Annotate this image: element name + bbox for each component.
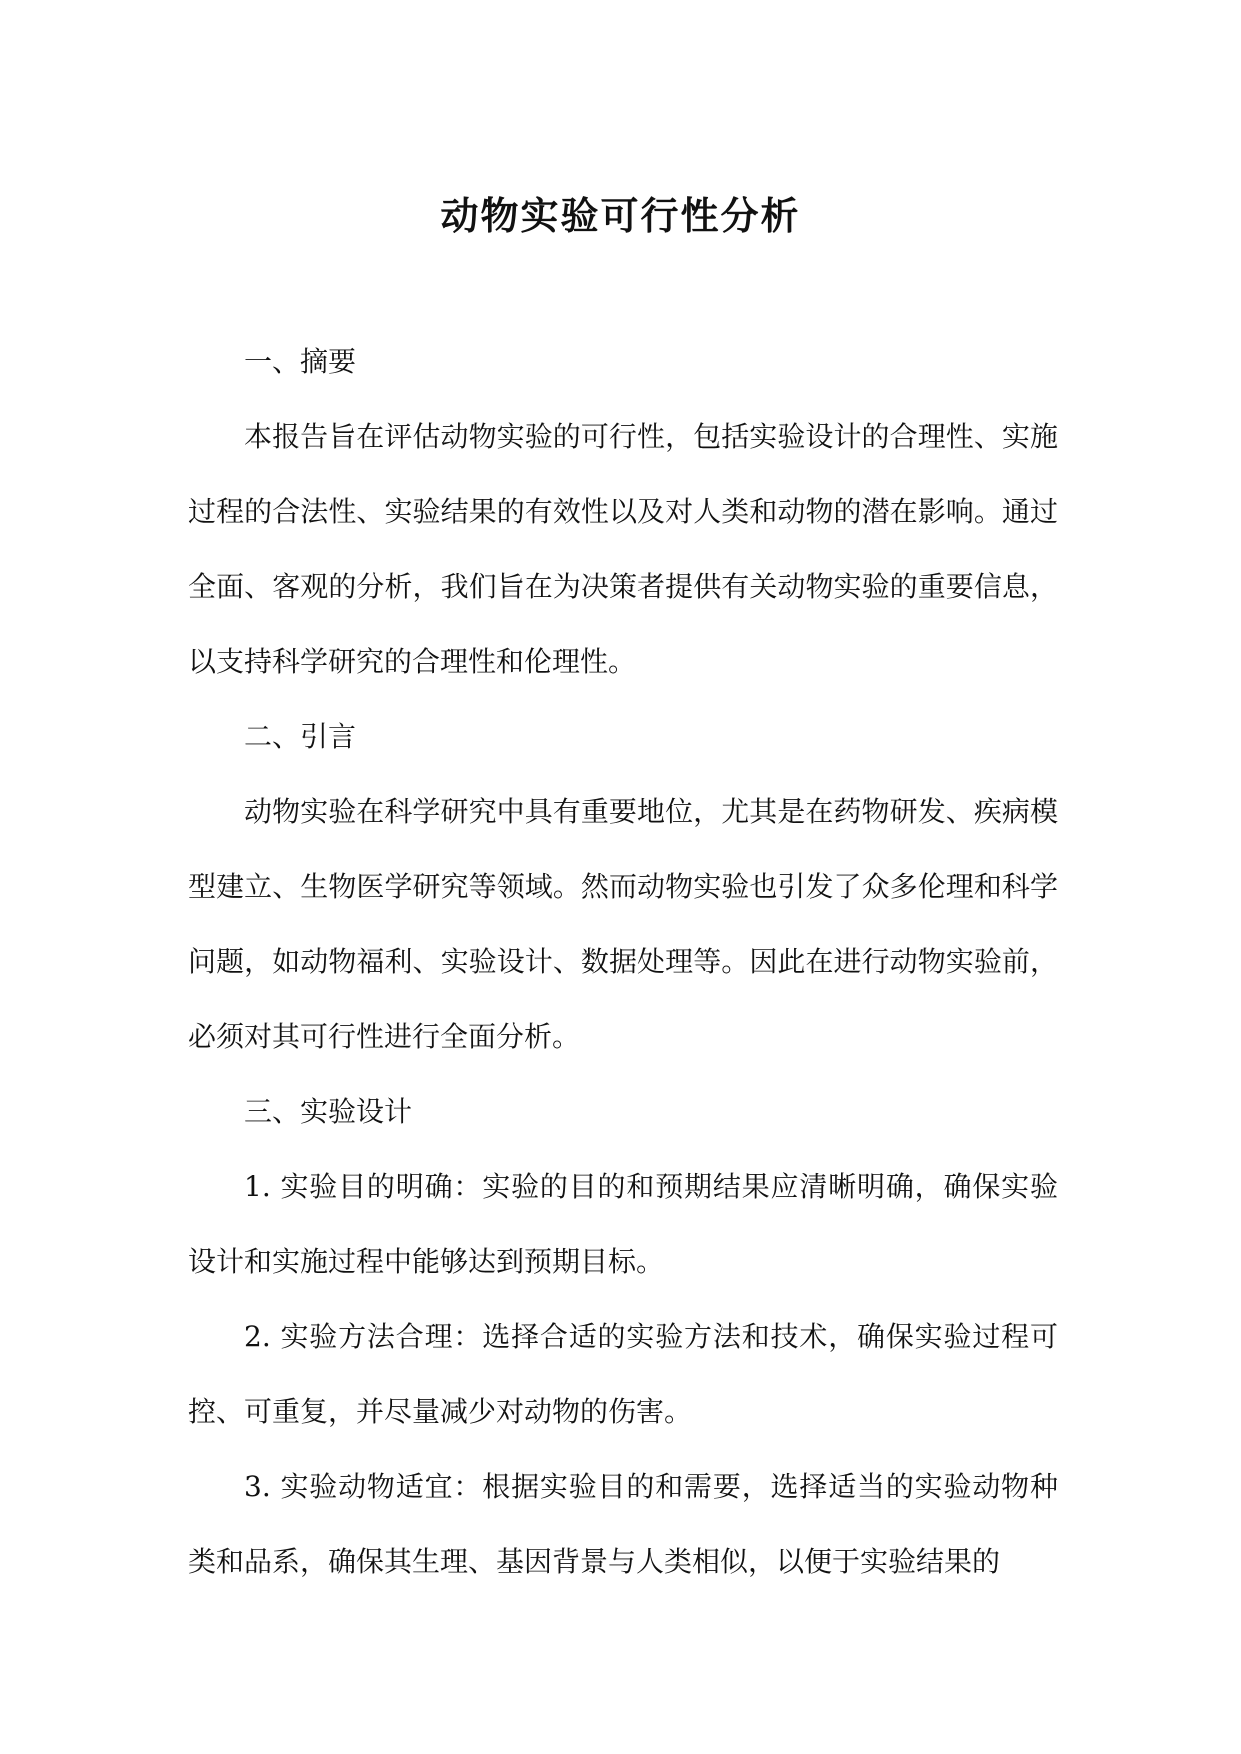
section-heading-abstract: 一、摘要	[244, 345, 357, 378]
document-title: 动物实验可行性分析	[440, 193, 801, 238]
paragraph-item-2: 2. 实验方法合理：选择合适的实验方法和技术，确保实验过程可控、可重复，并尽量减少对动物的伤害。	[188, 1320, 1058, 1428]
paragraph-abstract: 本报告旨在评估动物实验的可行性，包括实验设计的合理性、实施过程的合法性、实验结果的有效性以及对人类和动物的潜在影响。通过全面、客观的分析，我们旨在为决策者提供有关动物实验的重要信息，以支持科学研究的合理性和伦理性。	[188, 420, 1058, 678]
paragraph-item-1: 1. 实验目的明确：实验的目的和预期结果应清晰明确，确保实验设计和实施过程中能够达到预期目标。	[188, 1170, 1058, 1278]
section-heading-introduction: 二、引言	[244, 720, 357, 753]
section-heading-experiment-design: 三、实验设计	[244, 1095, 413, 1128]
document-body	[188, 324, 1058, 1599]
paragraph-item-3: 3. 实验动物适宜：根据实验目的和需要，选择适当的实验动物种类和品系，确保其生理、基因背景与人类相似，以便于实验结果的	[188, 1470, 1058, 1578]
paragraph-introduction: 动物实验在科学研究中具有重要地位，尤其是在药物研发、疾病模型建立、生物医学研究等领域。然而动物实验也引发了众多伦理和科学问题，如动物福利、实验设计、数据处理等。因此在进行动物实验前，必须对其可行性进行全面分析。	[188, 795, 1058, 1053]
